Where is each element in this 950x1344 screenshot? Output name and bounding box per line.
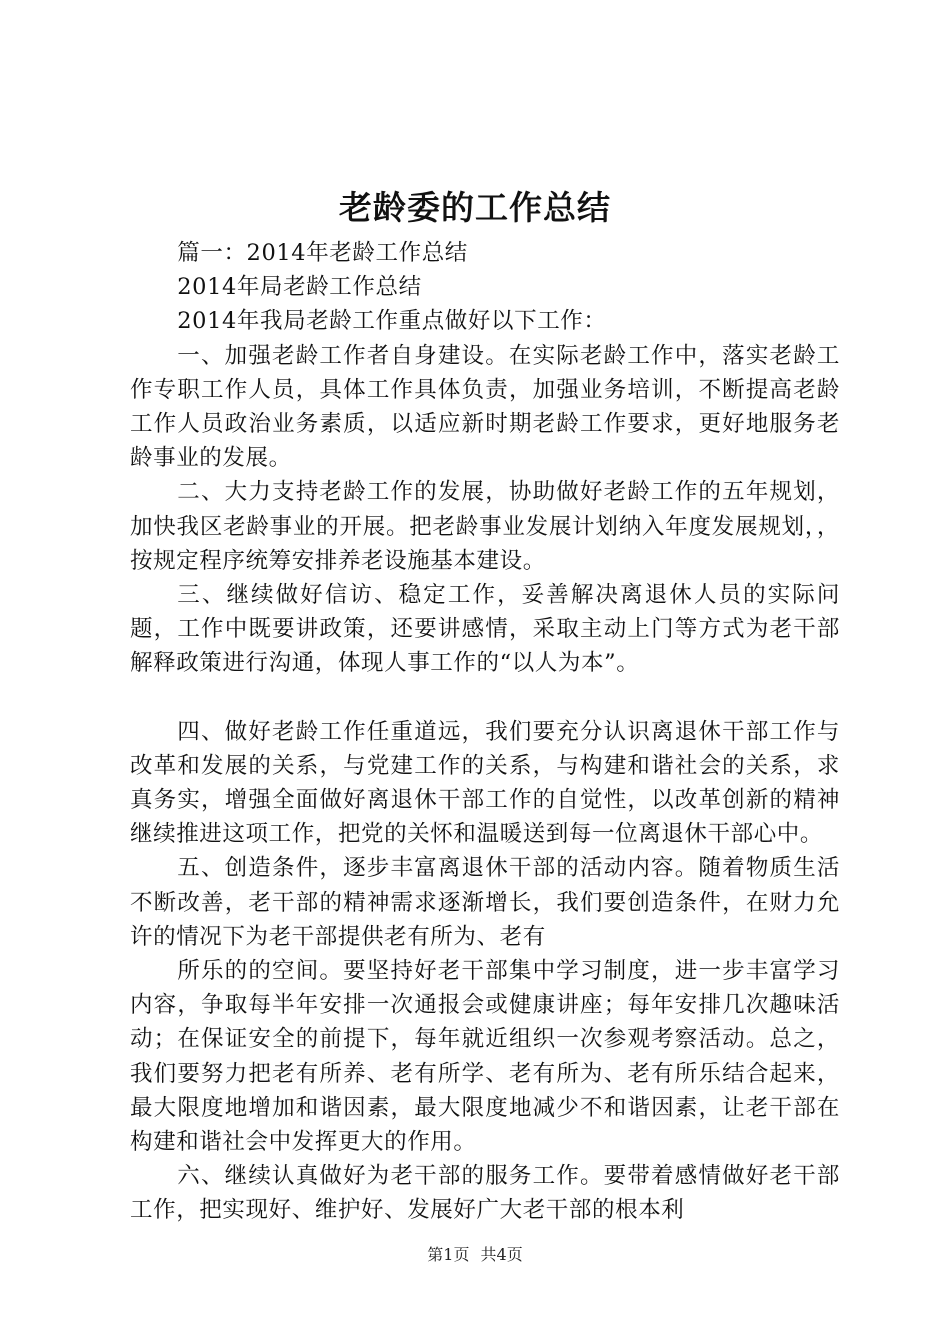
- paragraph-subtitle: 2014年局老龄工作总结: [177, 274, 422, 301]
- paragraph-item-5: 五、创造条件，逐步丰富离退休干部的活动内容。随着物质生活不断改善，老干部的精神需求逐渐增长，我们要创造条件，在财力允许的情况下为老干部提供老有所为、老有: [130, 855, 840, 950]
- paragraph-item-6: 六、继续认真做好为老干部的服务工作。要带着感情做好老干部工作，把实现好、维护好、发展好广大老干部的根本利: [130, 1163, 840, 1224]
- page-total: 共4页: [480, 1245, 523, 1264]
- paragraph-item-5-continued: 所乐的的空间。要坚持好老干部集中学习制度，进一步丰富学习内容，争取每半年安排一次通报会或健康讲座；每年安排几次趣味活动；在保证安全的前提下，每年就近组织一次参观考察活动。总之，我们要努力把老有所养、老有所学、老有所为、老有所乐结合起来，最大限度地增加和谐因素，最大限度地减少不和谐因素，让老干部在构建和谐社会中发挥更大的作用。: [130, 958, 840, 1156]
- paragraph-intro: 2014年我局老龄工作重点做好以下工作：: [177, 308, 607, 335]
- paragraph-item-2: 二、大力支持老龄工作的发展，协助做好老龄工作的五年规划，加快我区老龄事业的开展。把老龄事业发展计划纳入年度发展规划，，按规定程序统筹安排养老设施基本建设。: [130, 479, 840, 574]
- paragraph-item-1: 一、加强老龄工作者自身建设。在实际老龄工作中，落实老龄工作专职工作人员，具体工作具体负责，加强业务培训，不断提高老龄工作人员政治业务素质，以适应新时期老龄工作要求，更好地服务老龄事业的发展。: [130, 342, 840, 472]
- paragraph-item-4: 四、做好老龄工作任重道远，我们要充分认识离退休干部工作与改革和发展的关系，与党建工作的关系，与构建和谐社会的关系，求真务实，增强全面做好离退休干部工作的自觉性，以改革创新的精神继续推进这项工作，把党的关怀和温暖送到每一位离退休干部心中。: [130, 718, 840, 848]
- document-body: [130, 236, 840, 1228]
- page-footer: [0, 1243, 950, 1267]
- page-number: 第1页: [427, 1245, 470, 1264]
- paragraph-item-3: 三、继续做好信访、稳定工作，妥善解决离退休人员的实际问题，工作中既要讲政策，还要讲感情，采取主动上门等方式为老干部解释政策进行沟通，体现人事工作的“以人为本”。: [130, 582, 840, 677]
- paragraph-section-heading: 篇一：2014年老龄工作总结: [177, 240, 468, 266]
- document-title: 老龄委的工作总结: [339, 188, 611, 227]
